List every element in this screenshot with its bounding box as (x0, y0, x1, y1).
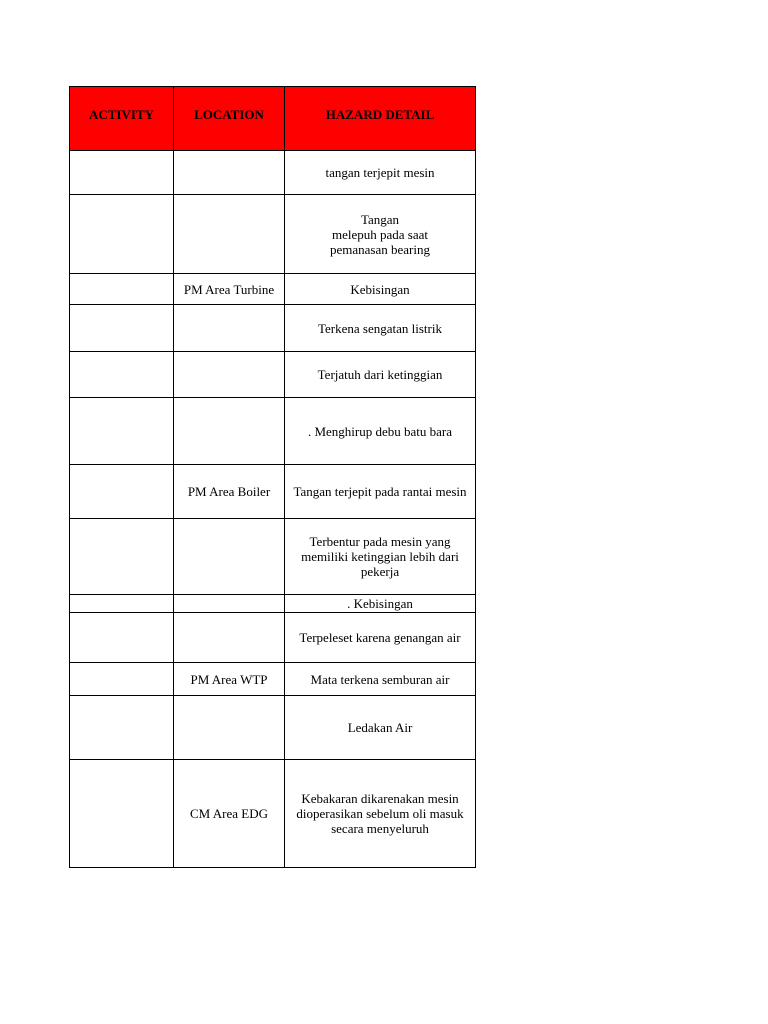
activity-cell (70, 195, 174, 274)
hazard-cell: . Menghirup debu batu bara (285, 398, 476, 465)
location-cell (174, 195, 285, 274)
activity-cell (70, 760, 174, 868)
hazard-cell: . Kebisingan (285, 595, 476, 613)
location-cell (174, 305, 285, 352)
hazard-cell: Terbentur pada mesin yang memiliki ketinggian lebih dari pekerja (285, 519, 476, 595)
location-cell: PM Area Turbine (174, 274, 285, 305)
table-row (70, 663, 476, 696)
activity-cell (70, 274, 174, 305)
hazard-cell: tangan terjepit mesin (285, 151, 476, 195)
table-row (70, 274, 476, 305)
location-cell: PM Area Boiler (174, 465, 285, 519)
activity-cell (70, 398, 174, 465)
location-cell (174, 398, 285, 465)
header-hazard-detail: HAZARD DETAIL (285, 87, 476, 151)
location-cell (174, 696, 285, 760)
location-cell (174, 519, 285, 595)
hazard-cell: Mata terkena semburan air (285, 663, 476, 696)
activity-cell (70, 663, 174, 696)
hazard-cell: Terpeleset karena genangan air (285, 613, 476, 663)
activity-cell (70, 465, 174, 519)
table-row (70, 613, 476, 663)
table-row (70, 151, 476, 195)
activity-cell (70, 595, 174, 613)
header-row (70, 87, 476, 151)
location-cell: PM Area WTP (174, 663, 285, 696)
hazard-cell: Terjatuh dari ketinggian (285, 352, 476, 398)
location-cell (174, 613, 285, 663)
hazard-cell: Kebakaran dikarenakan mesin dioperasikan sebelum oli masuk secara menyeluruh (285, 760, 476, 868)
header-location: LOCATION (174, 87, 285, 151)
location-cell (174, 352, 285, 398)
activity-cell (70, 613, 174, 663)
table-row (70, 519, 476, 595)
header-activity: ACTIVITY (70, 87, 174, 151)
activity-cell (70, 305, 174, 352)
table-row (70, 195, 476, 274)
table-row (70, 398, 476, 465)
table-row (70, 696, 476, 760)
table-row (70, 465, 476, 519)
table-row (70, 595, 476, 613)
table-row (70, 352, 476, 398)
table-row (70, 305, 476, 352)
location-cell (174, 151, 285, 195)
table-row (70, 760, 476, 868)
hazard-cell: Kebisingan (285, 274, 476, 305)
hazard-cell: Ledakan Air (285, 696, 476, 760)
hazard-cell: Tangan terjepit pada rantai mesin (285, 465, 476, 519)
activity-cell (70, 696, 174, 760)
activity-cell (70, 151, 174, 195)
hazard-cell: Terkena sengatan listrik (285, 305, 476, 352)
location-cell: CM Area EDG (174, 760, 285, 868)
hazard-table (69, 86, 476, 868)
location-cell (174, 595, 285, 613)
hazard-cell: Tangan melepuh pada saat pemanasan bearing (285, 195, 476, 274)
activity-cell (70, 519, 174, 595)
activity-cell (70, 352, 174, 398)
